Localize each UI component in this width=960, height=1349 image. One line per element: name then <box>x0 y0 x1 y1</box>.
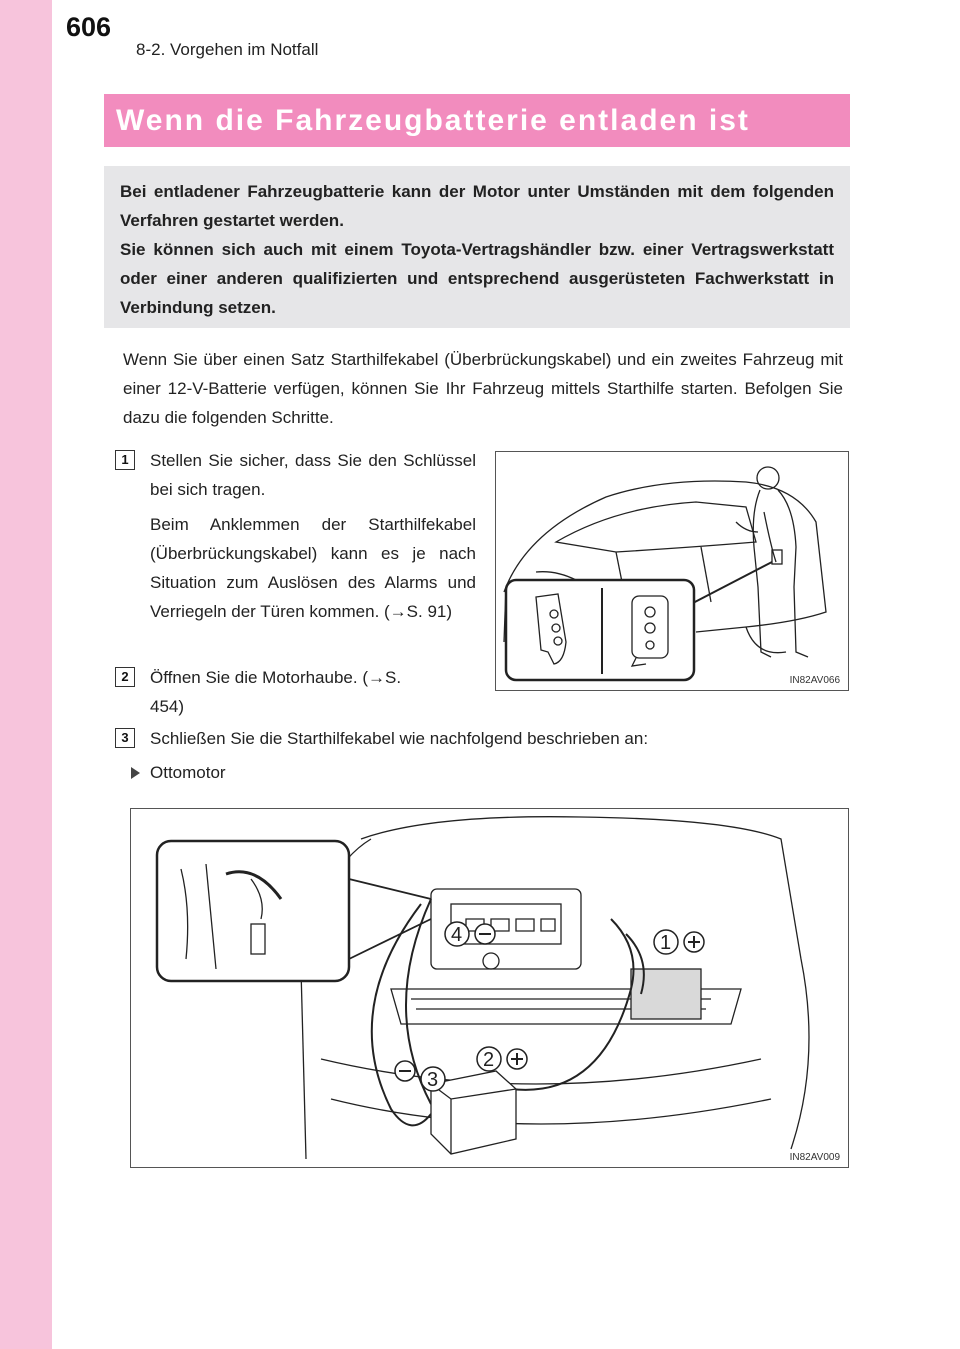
page-title: Wenn die Fahrzeugbatterie entladen ist <box>116 103 750 137</box>
figure-code-1: IN82AV066 <box>789 675 840 686</box>
step-1-note: Beim Anklemmen der Starthilfekabel (Überbrückungskabel) kann es je nach Situation zum Auslösen des Alarms und Verriegeln der Türen kommen. (→S. 91) <box>150 515 476 621</box>
intro-paragraph-1: Bei entladener Fahrzeugbatterie kann der Motor unter Umständen mit dem folgenden Verfahren gestartet werden. <box>120 182 834 230</box>
step-number-2: 2 <box>115 667 135 687</box>
label-4: 4 <box>451 924 463 946</box>
label-2: 2 <box>483 1049 495 1071</box>
page-number: 606 <box>66 12 112 42</box>
step-1-text: Stellen Sie sicher, dass Sie den Schlüssel bei sich tragen. <box>150 451 476 499</box>
triangle-bullet-icon <box>131 767 140 779</box>
label-3: 3 <box>427 1069 439 1091</box>
label-1: 1 <box>660 932 672 954</box>
intro-paragraph-2: Sie können sich auch mit einem Toyota-Vertragshändler bzw. einer Vertragswerkstatt oder einer anderen qualifizierten und entsprechend ausgerüsteten Fachwerkstatt in Verbindung setzen. <box>120 240 834 317</box>
bullet-ottomotor: Ottomotor <box>131 763 226 783</box>
step-number-1: 1 <box>115 450 135 470</box>
title-banner <box>104 94 850 147</box>
car-key-illustration <box>496 452 848 690</box>
section-breadcrumb: 8-2. Vorgehen im Notfall <box>136 40 319 59</box>
body-paragraph: Wenn Sie über einen Satz Starthilfekabel (Überbrückungskabel) und ein zweites Fahrzeug mit einer 12-V-Batterie verfügen, können Sie Ihr Fahrzeug mittels Starthilfe starten. Befolgen Sie dazu die folgenden Schritte. <box>123 350 843 427</box>
intro-box <box>104 166 850 328</box>
step-2-text: Öffnen Sie die Motorhaube. (→S. 454) <box>150 668 402 716</box>
engine-bay-illustration <box>131 809 848 1167</box>
figure-code-2: IN82AV009 <box>789 1152 840 1163</box>
figure-engine-jumper <box>130 808 849 1168</box>
step-3-text: Schließen Sie die Starthilfekabel wie nachfolgend beschrieben an: <box>150 729 649 748</box>
side-color-strip <box>0 0 52 1349</box>
step-number-3: 3 <box>115 728 135 748</box>
figure-car-key <box>495 451 849 691</box>
